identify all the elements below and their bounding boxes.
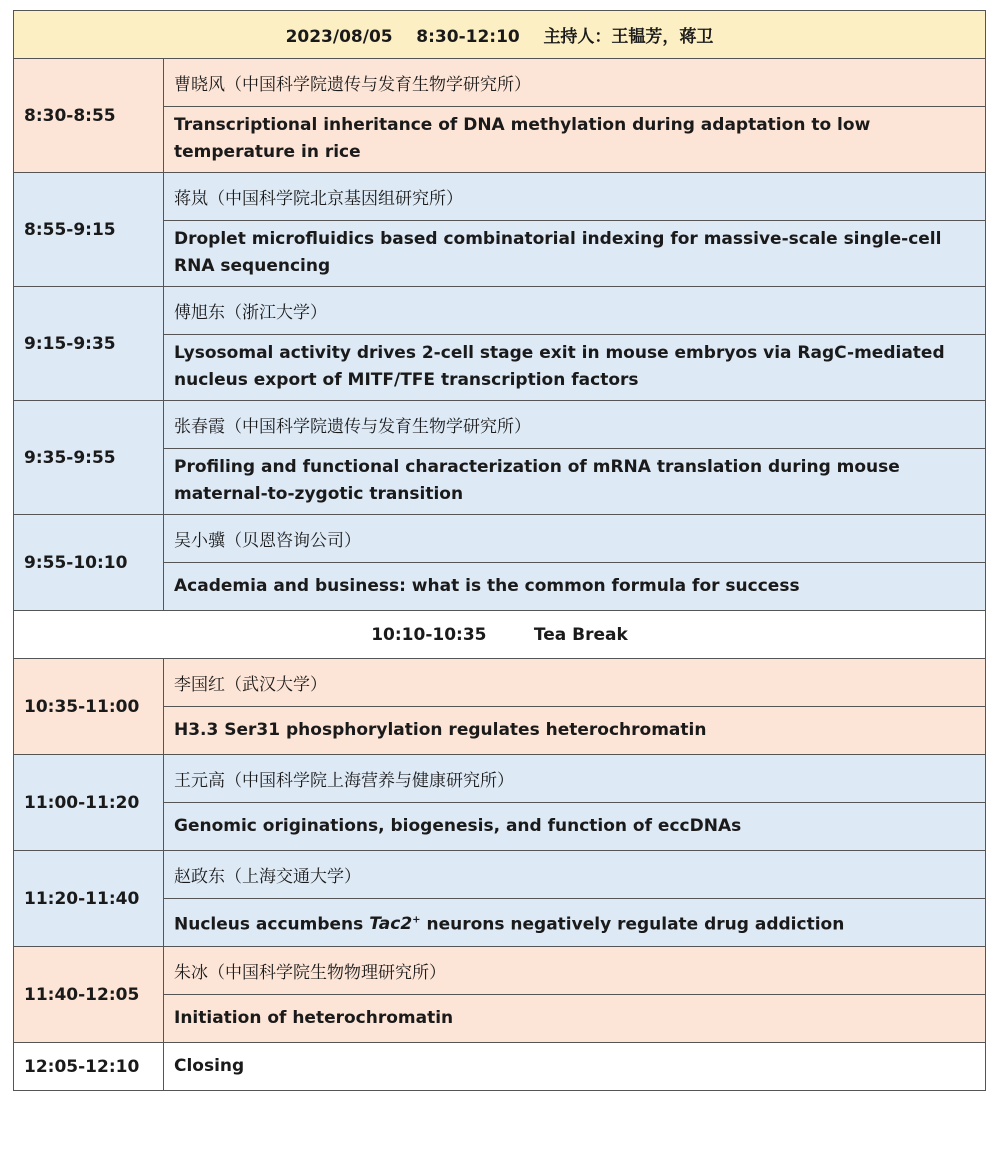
session-speaker: 王元高（中国科学院上海营养与健康研究所） [164,755,986,803]
session-title-prefix: Nucleus accumbens [174,914,370,935]
session-speaker: 李国红（武汉大学） [164,659,986,707]
session-row [14,515,986,563]
session-speaker: 傅旭东（浙江大学） [164,287,986,335]
session-title: Transcriptional inheritance of DNA methylation during adaptation to low temperature in rice [164,107,986,173]
header-hosts: 主持人：王韫芳，蒋卫 [543,27,714,47]
header-date: 2023/08/05 [285,27,393,47]
session-row [14,287,986,335]
session-speaker: 蒋岚（中国科学院北京基因组研究所） [164,173,986,221]
session-title: Profiling and functional characterization of mRNA translation during mouse maternal-to-zygotic transition [164,449,986,515]
session-title: Genomic originations, biogenesis, and function of eccDNAs [164,803,986,851]
tea-break-row [14,611,986,659]
session-time: 11:20-11:40 [14,851,164,947]
gene-superscript: + [412,914,421,926]
session-title: Lysosomal activity drives 2-cell stage exit in mouse embryos via RagC-mediated nucleus export of MITF/TFE transcription factors [164,335,986,401]
session-speaker: 赵政东（上海交通大学） [164,851,986,899]
session-title: H3.3 Ser31 phosphorylation regulates heterochromatin [164,707,986,755]
session-time: 9:35-9:55 [14,401,164,515]
closing-label: Closing [164,1043,986,1091]
header-row [14,11,986,59]
session-title-suffix: neurons negatively regulate drug addiction [420,914,845,935]
tea-break-time: 10:10-10:35 [371,624,487,645]
session-title: Droplet microfluidics based combinatorial indexing for massive-scale single-cell RNA sequencing [164,221,986,287]
session-row [14,401,986,449]
header-time: 8:30-12:10 [416,27,520,47]
schedule-table [13,10,986,1091]
session-speaker: 曹晓风（中国科学院遗传与发育生物学研究所） [164,59,986,107]
closing-time: 12:05-12:10 [14,1043,164,1091]
session-speaker: 张春霞（中国科学院遗传与发育生物学研究所） [164,401,986,449]
session-time: 8:30-8:55 [14,59,164,173]
session-row [14,59,986,107]
session-row [14,947,986,995]
tea-break-cell [14,611,986,659]
session-title [164,899,986,947]
session-time: 8:55-9:15 [14,173,164,287]
session-time: 11:40-12:05 [14,947,164,1043]
session-speaker: 吴小骥（贝恩咨询公司） [164,515,986,563]
session-title: Initiation of heterochromatin [164,995,986,1043]
gene-name-text: Tac2 [369,914,413,935]
session-title: Academia and business: what is the common formula for success [164,563,986,611]
session-time: 9:55-10:10 [14,515,164,611]
session-time: 9:15-9:35 [14,287,164,401]
closing-row [14,1043,986,1091]
session-time: 11:00-11:20 [14,755,164,851]
session-row [14,659,986,707]
session-row [14,851,986,899]
session-row [14,173,986,221]
session-speaker: 朱冰（中国科学院生物物理研究所） [164,947,986,995]
header-cell [14,11,986,59]
session-row [14,755,986,803]
gene-name [369,914,420,934]
tea-break-label: Tea Break [533,624,628,645]
session-time: 10:35-11:00 [14,659,164,755]
